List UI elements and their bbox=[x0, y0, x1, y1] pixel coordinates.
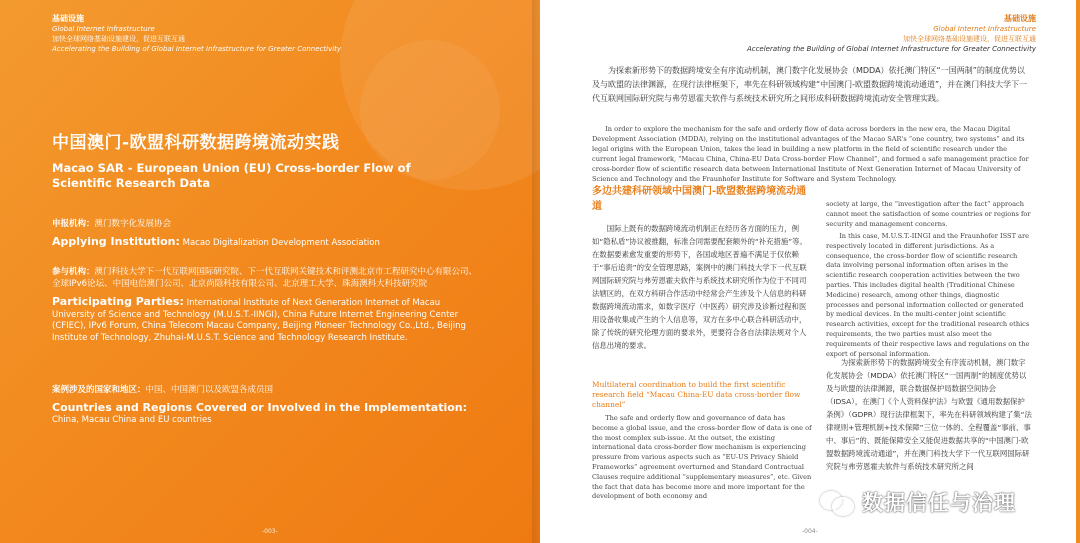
body-paragraph-cn: 为探索新形势下的数据跨境安全有序流动机制，澳门数字化发展协会（MDDA）依托澳门特区“一国两制”的制度优势以及与欧盟的法律渊源，联合数据保护局数据空间协会（IDSA），在澳门《个人资料保护法》与欧盟《通用数据保护条例》（GDPR）现行法律框架下，率先在科研领域构建了集“法律规则+管理机制+技术保障”三位一体的、全程覆盖“事前、事中、事后”的、既能保障安全又能促进数据共享的“中国澳门-欧盟数据跨境流动通道”，并在澳门科技大学下一代互联网国际研究院与弗劳恩霍夫软件与系统技术研究所之间 bbox=[826, 358, 1032, 471]
left-page-header bbox=[52, 14, 341, 54]
header-subtitle-cn: 加快全球网络基础设施建设，促进互联互通 bbox=[52, 35, 185, 43]
decorative-circle bbox=[360, 40, 500, 180]
section-subtitle-en: Multilateral coordination to build the first scientific research field “Macau China-EU data cross-border flow channel” bbox=[592, 380, 801, 409]
applicant-label-cn: 申报机构： bbox=[52, 219, 95, 229]
applicant-block bbox=[52, 218, 482, 249]
body-paragraph-en-continued: society at large, the “investigation after the fact” approach cannot meet the satisfaction of some countries or regions for security and management concerns. bbox=[826, 200, 1031, 228]
header-section-label-en: Global Internet Infrastructure bbox=[933, 25, 1036, 33]
participants-label-en: Participating Parties: bbox=[52, 295, 184, 308]
regions-block bbox=[52, 384, 482, 426]
intro-paragraph-en: In order to explore the mechanism for the safe and orderly flow of data across borders in the new era, the Macau Digital Development Association (MDDA), relying on the institutional advantages of the Macao SAR's “one country, two systems” and its legal origins with the European Union, takes the lead in building a new platform in the field of scientific research under the current legal framework, “Macau China, China-EU Data Cross-border Flow Channel”, and formed a safe management practice for cross-border flow of scientific research data between International Institute of Next Generation Internet of Macau University of Science and Technology and the Fraunhofer Institute for Software and System Technology. bbox=[592, 125, 1029, 183]
regions-label-cn: 案例涉及的国家和地区： bbox=[52, 385, 146, 395]
case-title-cn: 中国澳门-欧盟科研数据跨境流动实践 bbox=[52, 133, 340, 153]
header-subtitle-en: Accelerating the Building of Global Internet Infrastructure for Greater Connectivity bbox=[52, 45, 342, 53]
right-page-header bbox=[747, 14, 1036, 54]
header-subtitle-cn: 加快全球网络基础设施建设，促进互联互通 bbox=[903, 35, 1036, 43]
header-section-label: 基础设施 bbox=[52, 14, 84, 23]
section-title: 多边共建科研领域中国澳门-欧盟数据跨境流动通道 bbox=[592, 186, 807, 212]
wechat-icon bbox=[820, 489, 854, 515]
body-paragraph-en: The safe and orderly flow and governance of data has become a global issue, and the cross-border flow of data is one of the most complex sub-issue. At the outset, the existing international data cross-border flow mechanism is experiencing pressure from various aspects such as “EU-US Privacy Shield Frameworks” agreement overturned and Standard Contractual Clauses require additional “supplementary measures”, etc. Given the fact that data has become more and more important for the development of both economy and bbox=[592, 414, 812, 501]
intro-paragraph-cn: 为探索新形势下的数据跨境安全有序流动机制，澳门数字化发展协会（MDDA）依托澳门特区“一国两制”的制度优势以及与欧盟的法律渊源，在现行法律框架下，率先在科研领域构建“中国澳门-欧盟数据跨境流动通道”，并在澳门科技大学下一代互联网国际研究院与弗劳恩霍夫软件与系统技术研究所之间形成科研数据跨境流动安全管理实践。 bbox=[592, 66, 1028, 103]
header-subtitle-en: Accelerating the Building of Global Internet Infrastructure for Greater Connectivity bbox=[746, 45, 1036, 53]
body-paragraph-cn: 国际上既有的数据跨境流动机制正在经历各方面的压力，例如“隐私盾”协议被推翻，标准合同需要配套额外的“补充措施”等。在数据要素愈发重要的形势下，各国或地区普遍不满足于仅依赖于“事后追责”的安全管理思路，案例中的澳门科技大学下一代互联网国际研究院与弗劳恩霍夫软件与系统技术研究所作为位于不同司法辖区的，在双方科研合作活动中经常会产生涉及个人信息的科研数据跨境流动需求，如数字医疗（中医药）研究涉及诊断过程和医用设备收集或产生的个人信息等，双方在多中心联合科研活动中，除了传统的研究伦理方面的要求外，更要符合各自法律法规对个人信息出境的要求。 bbox=[592, 224, 807, 350]
orange-edge-strip bbox=[1076, 0, 1080, 543]
participants-label-cn: 参与机构： bbox=[52, 267, 95, 277]
applicant-label-en: Applying Institution: bbox=[52, 235, 180, 248]
regions-value-en: China, Macau China and EU countries bbox=[52, 415, 212, 425]
header-section-label-en: Global Internet Infrastructure bbox=[52, 25, 155, 33]
body-paragraph-en: In this case, M.U.S.T.-IINGI and the Fraunhofer ISST are respectively located in different jurisdictions. As a consequence, the cross-border flow of scientific research data involving personal information often arises in the scientific research cooperation activities between the two parties. This includes digital health (Traditional Chinese Medicine) research, among other things, diagnostic processes and personal information collected or generated by medical devices. In the multi-center joint scientific research activities, except for the traditional research ethics requirements, the two parties must also meet the requirements of their respective laws and regulations on the export of personal information. bbox=[826, 232, 1030, 358]
participants-value-cn: 澳门科技大学下一代互联网国际研究院、下一代互联网关键技术和评测北京市工程研究中心有限公司、全球IPv6论坛、中国电信澳门公司、北京尚隐科技有限公司、北京理工大学、珠海澳科大科技研究院 bbox=[52, 267, 478, 289]
watermark-text: 数据信任与治理 bbox=[862, 491, 1016, 515]
participants-block bbox=[52, 266, 482, 344]
regions-label-en: Countries and Regions Covered or Involved in the Implementation: bbox=[52, 401, 468, 414]
applicant-value-en: Macao Digitalization Development Association bbox=[182, 238, 380, 248]
page-number: -003- bbox=[262, 528, 278, 535]
case-title-en: Macao SAR - European Union (EU) Cross-border Flow of Scientific Research Data bbox=[52, 161, 411, 190]
header-section-label: 基础设施 bbox=[1004, 14, 1036, 23]
applicant-value-cn: 澳门数字化发展协会 bbox=[94, 219, 172, 229]
page-number: -004- bbox=[802, 528, 818, 535]
right-page bbox=[540, 0, 1080, 543]
participants-value-en: International Institute of Next Generation Internet of Macau University of Science and Technology (M.U.S.T.-IINGI), China Future Internet Engineering Center (CFIEC), IPv6 Forum, China Telecom Macau Company, Beijing Pioneer Technology Co.,Ltd., Beijing Institute of Technology, Zhuhai-M.U.S.T. Science and Technology Research Institute. bbox=[52, 298, 466, 343]
watermark bbox=[820, 482, 1016, 522]
regions-value-cn: 中国、中国澳门以及欧盟各成员国 bbox=[145, 385, 274, 395]
